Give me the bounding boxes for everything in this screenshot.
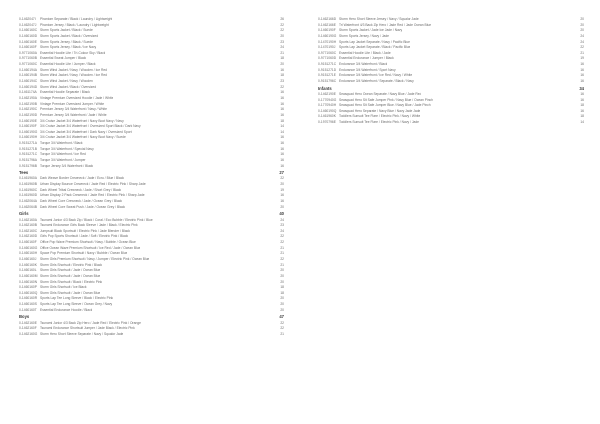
quantity: 20: [280, 279, 284, 284]
sku-code: 0-1460190H: [19, 135, 38, 140]
item-description: 3/4 Cruise Jacket 3/4 Waterfront / Navy Boot Navy / Navy: [40, 118, 124, 123]
sku-code: 0-9151271B: [19, 146, 37, 151]
sku-code: 0-9151796A: [19, 158, 37, 163]
quantity: 22: [280, 28, 284, 33]
left-column: [19, 17, 284, 338]
item-description: Storm Sports Jacket / Jade Ice Jade / Navy: [339, 28, 403, 33]
sku-code: 0-1460190Q: [318, 108, 337, 113]
sku-code: 0-1460194B: [19, 73, 37, 78]
sku-code: 0-1460160E: [19, 39, 37, 44]
sku-code: 0-9771060C: [318, 50, 337, 55]
quantity: 20: [280, 302, 284, 307]
quantity: 16: [580, 91, 584, 96]
item-description: Storm Sports Jacket / Black / Suede: [40, 28, 93, 33]
sku-code: 0-1460190F: [19, 124, 37, 129]
section-total: 47: [279, 314, 284, 320]
item-description: Storm Girls Shortsuit / Jade / Ocean Blue: [40, 290, 101, 295]
quantity: 24: [280, 217, 284, 222]
quantity: 22: [280, 84, 284, 89]
item-description: Storm Girls Shortsuit / Black / Electric Pink: [40, 279, 103, 284]
sku-code: 0-1462190D: [19, 112, 38, 117]
section-header: [19, 210, 284, 217]
quantity: 20: [280, 273, 284, 278]
quantity: 22: [580, 45, 584, 50]
sku-code: 0-1460160F: [19, 45, 37, 50]
table-row: [318, 120, 584, 126]
item-description: Essential Hoodie Lite / Black / Jade: [339, 50, 391, 55]
section-title: Infants: [318, 85, 332, 91]
item-description: Phantom Separate / Black / Laundry / Lightweight: [40, 17, 113, 21]
item-description: Essential Endurance Hoodie / Black: [40, 307, 93, 312]
sku-code: 0-1460190G: [318, 33, 337, 38]
table-row: [19, 332, 284, 338]
sku-code: 0-9771060C: [19, 62, 38, 67]
quantity: 19: [580, 56, 584, 61]
item-description: Seasquad Hero Separate / Navy Blue / Navy Jade Jade: [339, 108, 421, 113]
quantity: 20: [280, 204, 284, 209]
sku-code: 0-1460190F: [318, 28, 336, 33]
quantity: 16: [280, 163, 284, 168]
sku-code: 0-1462160E: [19, 320, 37, 325]
section-total: 34: [579, 85, 584, 91]
quantity: 16: [280, 199, 284, 204]
item-description: Tsunami Junior 4/3 Back Zip Hero / Jade Red / Electric Pink / Orange: [40, 320, 141, 325]
quantity: 18: [280, 56, 284, 61]
quantity: 20: [280, 307, 284, 312]
item-description: Tri Waterfront 4/3 Back Zip Hero / Jade Red / Jade Ocean Blue: [339, 22, 432, 27]
sku-code: 0-1462047I: [19, 17, 36, 21]
sku-code: 0-9771060B: [19, 56, 37, 61]
sku-code: 0-9151271C: [19, 152, 38, 157]
sku-code: 0-1460190E: [19, 118, 37, 123]
item-description: Storm Girls Shortsuit / Jade / Ocean Blue: [40, 273, 101, 278]
section-title: Girls: [19, 211, 29, 217]
sku-code: 0-1460160P: [19, 285, 37, 290]
sku-code: 0-1460160K: [19, 262, 37, 267]
quantity: 16: [580, 73, 584, 78]
sku-code: 0-1460160M: [19, 273, 38, 278]
quantity: 23: [280, 223, 284, 228]
item-description: Vintage Premium Oversized Hoodie / Jade / White: [40, 95, 114, 100]
quantity: 20: [580, 17, 584, 21]
item-description: Storm Girls Premium Shortsuit / Navy / Jumper / Electric Pink / Ocean Blue: [40, 257, 150, 261]
sku-code: 0-1462047J: [19, 22, 37, 27]
sku-code: 0-9151796B: [19, 163, 37, 168]
sku-code: 0-1460160R: [19, 296, 38, 301]
item-description: Dark Weave Border Crewneck / Jade / Ecru / Blue / Black: [40, 176, 125, 181]
quantity: 20: [280, 296, 284, 301]
sku-code: 0-1462166E: [318, 22, 336, 27]
quantity: 22: [280, 257, 284, 261]
quantity: 16: [580, 62, 584, 67]
quantity: 24: [280, 45, 284, 50]
item-description: Dark Wheel Core Sweat Push / Jade / Ocean Grey / Black: [40, 204, 126, 209]
quantity: 16: [280, 112, 284, 117]
quantity: 20: [580, 28, 584, 33]
quantity: 20: [280, 62, 284, 67]
section-total: 27: [279, 170, 284, 176]
section-header: [19, 313, 284, 320]
item-description: Storm Girls Shortsuit / Jade / Ocean Blue: [40, 268, 101, 273]
item-description: Essential Endurance / Jumper / Black: [339, 56, 394, 61]
item-description: Storm Hero Short Sleeve Separate / Navy / Squalor Jade: [40, 331, 124, 336]
quantity: 16: [280, 152, 284, 157]
item-description: Torque 3/4 Waterfront / Jumper: [40, 158, 86, 163]
item-description: Toddlers Sunsuit Tee Flare / Electric Pink / Navy / Jade: [339, 120, 420, 125]
quantity: 16: [280, 107, 284, 112]
sku-code: 0-1461960K: [318, 114, 336, 119]
item-description: Torque 3/4 Waterfront / Black: [40, 141, 83, 146]
quantity: 20: [280, 268, 284, 273]
item-description: Seasquad Hero Ocean Separate / Navy Blue / Jade Red: [339, 91, 422, 96]
sku-code: 0-1461960D: [19, 193, 38, 198]
item-description: Premium Jersey 3/4 Waterfront / Jade / White: [40, 112, 107, 117]
item-description: 3/4 Cruise Jacket 3/4 Waterfront / Navy Boot Navy / Suede: [40, 135, 126, 140]
item-description: Tsunami Endurance Girls Back Sleeve / Jade / Black / Electric Pink: [40, 223, 138, 228]
quantity: 21: [280, 245, 284, 250]
item-description: Essential Sweat Jumper / Black: [40, 56, 87, 61]
sku-code: 0-1460160G: [19, 245, 38, 250]
quantity: 22: [280, 326, 284, 331]
quantity: 22: [280, 234, 284, 239]
quantity: 16: [280, 101, 284, 106]
sku-code: 0-1470190H: [318, 39, 337, 44]
sku-code: 0-1462160G: [19, 331, 38, 336]
section-header: [19, 169, 284, 176]
item-description: Sports Lap Tee Long Sleeve / Black / Electric Pink: [40, 296, 114, 301]
item-description: Sports Lap Jacket Separate / Navy / Pacific Blue: [339, 39, 410, 44]
quantity: 18: [580, 103, 584, 108]
item-description: Storm Girls Shortsuit / Ice Black: [40, 285, 87, 290]
item-description: Seasquad Hero Sit Safe Jumper Pink / Navy Blue / Ocean Pinch: [339, 97, 434, 102]
quantity: 16: [280, 67, 284, 72]
sku-code: 0-9151271E: [318, 73, 336, 78]
sku-code: 0-1462190E: [318, 91, 336, 96]
sku-code: 0-1462064B: [19, 204, 37, 209]
section-header: [318, 85, 584, 92]
quantity: 19: [280, 187, 284, 192]
sku-code: 0-1462160F: [19, 326, 37, 331]
sku-code: 0-1460160J: [19, 257, 37, 261]
quantity: 16: [580, 79, 584, 84]
sku-code: 0-1460160D: [19, 33, 38, 38]
sku-code: 0-1460160L: [19, 268, 37, 273]
quantity: 24: [580, 33, 584, 38]
item-description: 3/4 Cruise Jacket 3/4 Waterfront / Dark Navy / Oversized Sport: [40, 129, 132, 134]
sku-code: 0-1461960A: [19, 176, 37, 181]
item-description: Storm Wind Jacket / Navy / Wooden / Ice Red: [40, 73, 108, 78]
quantity: 18: [280, 285, 284, 290]
sku-code: 0-9771060D: [318, 56, 337, 61]
sku-code: 0-1462190C: [19, 107, 38, 112]
item-description: Storm Sports Jacket / Black / Oversized: [40, 33, 99, 38]
item-description: Storm Hero Short Sleeve Jersey / Navy / Squalor Jade: [339, 17, 419, 21]
item-description: Storm Wind Jacket / Black / Oversized: [40, 84, 97, 89]
quantity: 20: [280, 182, 284, 187]
item-description: Storm Wind Jacket / Navy / Wooden: [40, 79, 93, 84]
item-description: Torque 3/4 Waterfront / Ice Red: [40, 152, 86, 157]
item-description: Dark Wheel Core Crewneck / Jade / Ocean Grey / Black: [40, 199, 123, 204]
sku-code: 0-1970796E: [318, 120, 336, 125]
item-description: Essential Hoodie Lite / Tri-Colour Sky / Black: [40, 50, 106, 55]
quantity: 26: [280, 17, 284, 21]
quantity: 16: [580, 97, 584, 102]
quantity: 24: [280, 228, 284, 233]
item-description: Vintage Premium Oversized Jumper / White: [40, 101, 105, 106]
sku-code: 0-1460160H: [19, 251, 38, 256]
item-description: Office Pop Wave Premium Shortsuit / Navy / Bubble / Ocean Blue: [40, 240, 136, 245]
item-description: Toddlers Sunsuit Tee Flare / Electric Pink / Navy / White: [339, 114, 421, 119]
item-description: Storm Sports Jersey / Navy / Jade: [339, 33, 390, 38]
quantity: 21: [280, 331, 284, 336]
sku-code: 0-1460194D: [19, 84, 38, 89]
quantity: 21: [280, 50, 284, 55]
sku-code: 0-1462064A: [19, 199, 37, 204]
quantity: 16: [280, 95, 284, 100]
sku-code: 0-1461960C: [19, 187, 38, 192]
quantity: 16: [580, 67, 584, 72]
quantity: 22: [280, 22, 284, 27]
item-description: Storm Sports Jersey / Black / Suede: [40, 39, 93, 44]
quantity: 21: [580, 50, 584, 55]
item-description: Urban Display 2 Pack Crewneck / Jade Red / Electric Pink / Sharp Jade: [40, 193, 145, 198]
item-description: Storm Girls Shortsuit / Electric Pink / Black: [40, 262, 103, 267]
sku-code: 0-1470190J: [318, 45, 336, 50]
sku-code: 0-1462190B: [19, 101, 37, 106]
item-description: Dark Wheel Tribal Crewneck / Jade / Short Grey / Black: [40, 187, 122, 192]
sku-code: 0-1460190G: [19, 129, 38, 134]
sku-code: 0-1460160F: [19, 240, 37, 245]
quantity: 20: [280, 33, 284, 38]
quantity: 21: [280, 251, 284, 256]
quantity: 18: [280, 73, 284, 78]
quantity: 16: [280, 158, 284, 163]
sku-code: 0-1462166D: [318, 17, 337, 21]
sku-code: 0-1462190A: [19, 95, 37, 100]
item-description: Girls Pop Sports Shortsuit / Jade / Soft / Electric Pink / Black: [40, 234, 129, 239]
sku-code: 0-1460194A: [19, 67, 37, 72]
quantity: 14: [280, 124, 284, 129]
right-column: [318, 17, 584, 126]
item-description: Storm Wind Jacket / Navy / Wooden / Ice Red: [40, 67, 108, 72]
quantity: 14: [580, 120, 584, 125]
item-description: Essential Hoodie Lite / Jumper / Black: [40, 62, 96, 67]
sku-code: 0-9151271D: [318, 67, 337, 72]
item-description: Sports Lap Jacket Separate / Black / Pacific Blue: [339, 45, 411, 50]
sku-code: 0-9771060A: [19, 50, 37, 55]
item-description: Torque 3/4 Waterfront / Special Navy: [40, 146, 94, 151]
quantity: 18: [280, 118, 284, 123]
sku-code: 0-9151796C: [318, 79, 337, 84]
quantity: 16: [280, 141, 284, 146]
sku-code: 0-1460160S: [19, 302, 37, 307]
quantity: 18: [280, 290, 284, 295]
sku-code: 0-9151271A: [19, 141, 37, 146]
quantity: 16: [280, 193, 284, 198]
quantity: 16: [580, 108, 584, 113]
item-description: 3/4 Cruise Jacket 3/4 Waterfront / Oversized Sport Black / Dark Navy: [40, 124, 141, 129]
sku-code: 0-1460160C: [19, 28, 38, 33]
sku-code: 0-1460194C: [19, 79, 38, 84]
sku-code: 0-1770940G: [318, 97, 337, 102]
item-description: Phantom Jersey / Black / Laundry / Lightweight: [40, 22, 109, 27]
quantity: 24: [580, 39, 584, 44]
sku-code: 0-1461174A: [19, 90, 37, 95]
quantity: 18: [580, 114, 584, 119]
quantity: 16: [280, 90, 284, 95]
sku-code: 0-1460160N: [19, 279, 38, 284]
item-description: Endurance 3/4 Waterfront / Black: [339, 62, 388, 67]
quantity: 21: [280, 262, 284, 267]
quantity: 22: [280, 240, 284, 245]
item-description: Tsunami Junior 4/3 Back Zip / Black / Coral / Eco Bubble / Electric Pink / Blue: [40, 217, 153, 222]
item-description: Urban Display Bounce Crewneck / Jade Red / Electric Pink / Sharp Jade: [40, 182, 146, 187]
quantity: 23: [280, 79, 284, 84]
item-description: Endurance 3/4 Waterfront / Separate / Black / Navy: [339, 79, 414, 84]
section-title: Tees: [19, 170, 29, 176]
quantity: 16: [280, 135, 284, 140]
item-description: Jumpsuit Black Sportsuit / Electric Pink / Jade Blender / Black: [40, 228, 130, 233]
item-description: Endurance 3/4 Waterfront / Ice Red / Navy / White: [339, 73, 413, 78]
sku-code: 0-1462160B: [19, 223, 37, 228]
sku-code: 0-9151271C: [318, 62, 337, 67]
sku-code: 0-1462160A: [19, 217, 37, 222]
quantity: 22: [280, 320, 284, 325]
item-description: Seasquad Hero Sit Safe Jumper Blue / Navy Blue / Jade Pinch: [339, 103, 431, 108]
item-description: Premium Jersey 3/4 Waterfront / Navy / White: [40, 107, 107, 112]
sku-code: 0-1460160T: [19, 307, 37, 312]
item-description: Space Pop Premium Shortsuit / Navy / Bubble / Ocean Blue: [40, 251, 128, 256]
item-description: Tsunami Endurance Shortsuit Jumper / Jade Black / Electric Pink: [40, 326, 135, 331]
item-description: Essential Hoodie Separate / Black: [40, 90, 90, 95]
item-description: Torque Jersey 3/4 Waterfront / Black: [40, 163, 94, 168]
sku-code: 0-1460160Q: [19, 290, 38, 295]
quantity: 22: [280, 176, 284, 181]
sku-code: 0-1770940H: [318, 103, 337, 108]
quantity: 16: [280, 146, 284, 151]
item-description: Endurance 3/4 Waterfront / Sport Navy: [339, 67, 396, 72]
item-description: Storm Sports Jersey / Black / Ice Navy: [40, 45, 97, 50]
quantity: 23: [280, 39, 284, 44]
quantity: 14: [280, 129, 284, 134]
sku-code: 0-1462160D: [19, 234, 38, 239]
sku-code: 0-1461960B: [19, 182, 37, 187]
sku-code: 0-1462160C: [19, 228, 38, 233]
quantity: 20: [580, 22, 584, 27]
section-total: 40: [279, 211, 284, 217]
item-description: Sports Lap Tee Long Sleeve / Ocean Grey / Navy: [40, 302, 113, 307]
section-title: Boys: [19, 314, 30, 320]
item-description: Office Ocean Wave Premium Shortsuit / Ice Red / Jade / Ocean Blue: [40, 245, 141, 250]
